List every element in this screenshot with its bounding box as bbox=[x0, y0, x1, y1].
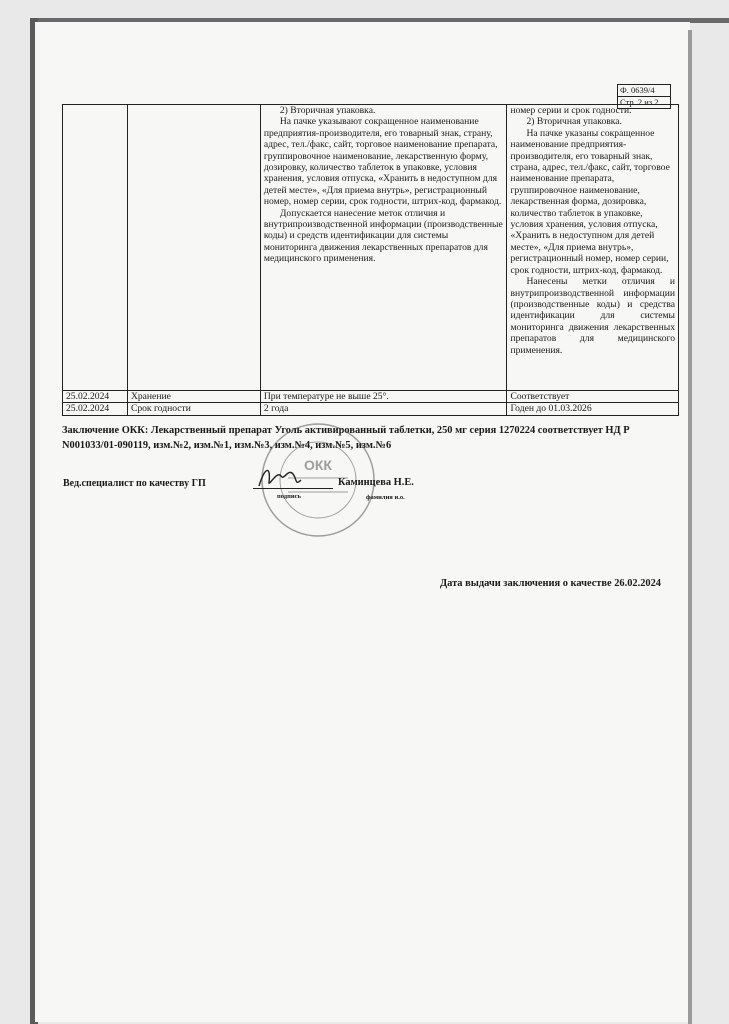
result-cell: Соответствует bbox=[507, 391, 679, 403]
indicator-cell: Срок годности bbox=[127, 403, 260, 415]
paragraph: Нанесены метки отличия и внутрипроизводственной информации (производственные коды) и средства идентификации для системы мониторинга движения лекарственных препаратов для медицинского применения. bbox=[510, 276, 675, 356]
paragraph: Допускается нанесение меток отличия и внутрипроизводственной информации (производственные коды) и средств идентификации для системы мониторинга движения лекарственных препаратов для медицинского применения. bbox=[263, 207, 503, 265]
table-row bbox=[63, 391, 679, 403]
paragraph: номер серии и срок годности. bbox=[510, 105, 632, 116]
requirement-cell bbox=[260, 105, 507, 391]
name-caption: фамилия и.о. bbox=[366, 494, 405, 501]
issue-date: Дата выдачи заключения о качестве 26.02.2024 bbox=[440, 578, 661, 589]
date-cell: 25.02.2024 bbox=[63, 403, 128, 415]
paragraph: На пачке указаны сокращенное наименование предприятия-производителя, его товарный знак, страна, адрес, тел./факс, сайт, торговое наименование препарата, группировочное наименование, лекарственная форма, дозировка, количество таблеток в упаковке, условия хранения, условия отпуска, «Хранить в недоступном для детей месте», «Для приема внутрь», регистрационный номер, номер серии, срок годности, штрих-код, фармакод. bbox=[510, 127, 670, 276]
indicator-cell: Хранение bbox=[127, 391, 260, 403]
stamp-center-text: ОКК bbox=[304, 457, 332, 473]
form-code: Ф. 0639/4 bbox=[620, 85, 655, 95]
paragraph: 2) Вторичная упаковка. bbox=[526, 116, 622, 128]
requirement-cell: При температуре не выше 25°. bbox=[260, 391, 507, 403]
table-row bbox=[63, 105, 679, 391]
scan-edge-right bbox=[688, 30, 692, 1024]
paragraph: 2) Вторичная упаковка. bbox=[279, 105, 376, 116]
requirement-cell: 2 года bbox=[260, 403, 507, 415]
paragraph: На пачке указывают сокращенное наименование предприятия-производителя, его товарный знак, страну, адрес, тел./факс, сайт, торговое наименование препарата, группировочное наименование, лекарственную форму, дозировку, количество таблеток в упаковке, условия хранения, условия отпуска, «Хранить в недоступном для детей месте», «Для приема внутрь», регистрационный номер, номер серии, срок годности, штрих-код, фармакод. bbox=[263, 116, 502, 208]
page-number: Стр. 2 из 2 bbox=[618, 96, 670, 108]
specialist-position: Вед.специалист по качеству ГП bbox=[63, 478, 206, 489]
signature-line bbox=[253, 488, 333, 489]
date-cell: 25.02.2024 bbox=[63, 391, 128, 403]
indicator-cell bbox=[127, 105, 260, 391]
quality-table bbox=[62, 104, 679, 416]
result-cell bbox=[507, 105, 679, 391]
specialist-name: Каминцева Н.Е. bbox=[338, 477, 414, 488]
conclusion-text: Заключение ОКК: Лекарственный препарат Уголь активированный таблетки, 250 мг серия 1270224 соответствует НД Р N001033/01-090119, изм.№2, изм.№1, изм.№3, изм.№4, изм.№5, изм.№6 bbox=[62, 425, 630, 451]
date-cell bbox=[63, 105, 128, 391]
table-row bbox=[63, 403, 679, 415]
result-cell: Годен до 01.03.2026 bbox=[507, 403, 679, 415]
signature-caption: подпись bbox=[277, 493, 301, 500]
